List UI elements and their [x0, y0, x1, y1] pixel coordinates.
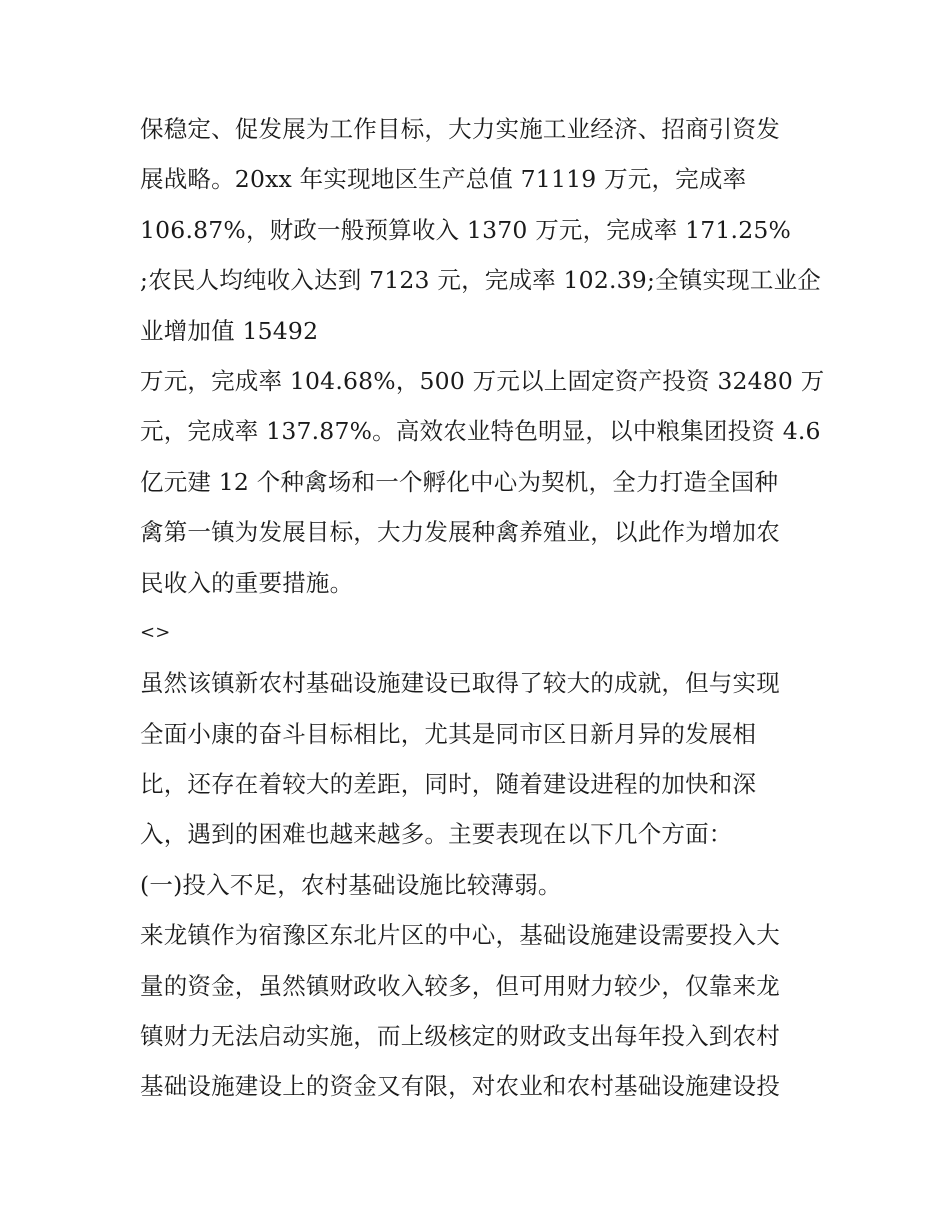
text-line: 保稳定、促发展为工作目标，大力实施工业经济、招商引资发	[140, 115, 780, 143]
text-line: 106.87%，财政一般预算收入 1370 万元，完成率 171.25%	[140, 215, 792, 244]
text-line: 入，遇到的困难也越来越多。主要表现在以下几个方面：	[140, 820, 733, 849]
text-line: 全面小康的奋斗目标相比，尤其是同市区日新月异的发展相	[140, 719, 757, 748]
text-line: 元，完成率 137.87%。高效农业特色明显，以中粮集团投资 4.6	[140, 417, 821, 446]
text-line: 业增加值 15492	[140, 316, 319, 345]
document-body	[140, 104, 825, 1112]
text-line: 展战略。20xx 年实现地区生产总值 71119 万元，完成率	[140, 165, 747, 194]
text-line: 亿元建 12 个种禽场和一个孵化中心为契机，全力打造全国种	[140, 467, 779, 496]
section-marker: <>	[140, 621, 171, 643]
section-heading: (一)投入不足，农村基础设施比较薄弱。	[140, 870, 562, 899]
text-line: 虽然该镇新农村基础设施建设已取得了较大的成就，但与实现	[140, 669, 780, 698]
text-line: 来龙镇作为宿豫区东北片区的中心，基础设施建设需要投入大	[140, 921, 780, 950]
text-line: 基础设施建设上的资金又有限，对农业和农村基础设施建设投	[140, 1072, 780, 1101]
text-line: 民收入的重要措施。	[140, 568, 354, 597]
text-line: 比，还存在着较大的差距，同时，随着建设进程的加快和深	[140, 770, 757, 799]
text-line: ;农民人均纯收入达到 7123 元，完成率 102.39;全镇实现工业企	[140, 266, 821, 295]
text-line: 万元，完成率 104.68%，500 万元以上固定资产投资 32480 万	[140, 366, 825, 395]
text-line: 镇财力无法启动实施，而上级核定的财政支出每年投入到农村	[140, 1022, 780, 1051]
text-line: 量的资金，虽然镇财政收入较多，但可用财力较少，仅靠来龙	[140, 971, 780, 1000]
text-line: 禽第一镇为发展目标，大力发展种禽养殖业，以此作为增加农	[140, 518, 780, 547]
